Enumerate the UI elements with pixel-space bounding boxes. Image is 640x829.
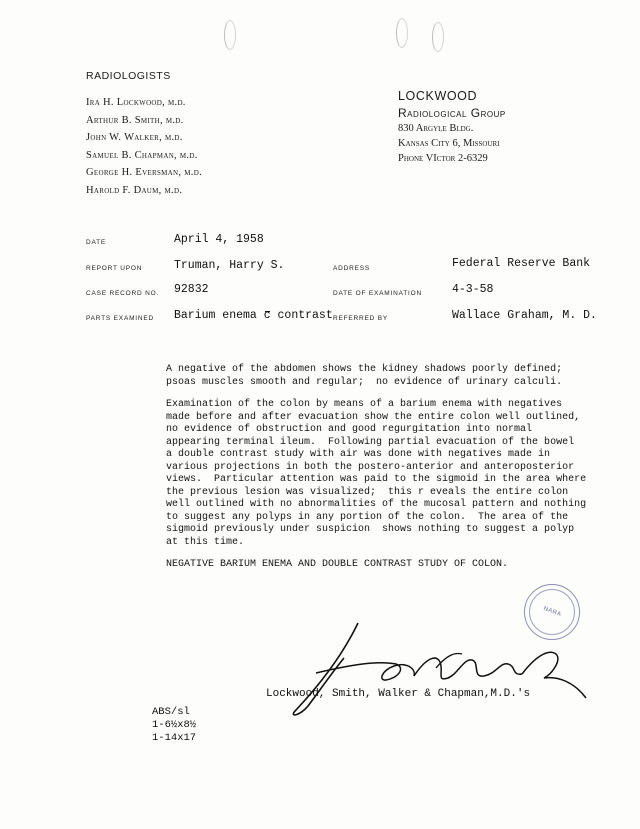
- referred-by-label: REFERRED BY: [333, 315, 389, 322]
- radiologist-name: George H. Eversman, m.d.: [86, 167, 202, 178]
- radiologist-name: Samuel B. Chapman, m.d.: [86, 149, 198, 161]
- group-name-line1: LOCKWOOD: [398, 89, 478, 103]
- address-label: ADDRESS: [333, 265, 371, 272]
- date-of-exam-label: DATE OF EXAMINATION: [333, 290, 422, 297]
- group-address-city: Kansas City 6, Missouri: [398, 138, 500, 149]
- signature-printed-name: Lockwood, Smith, Walker & Chapman,M.D.'s: [266, 688, 531, 700]
- findings-conclusion: NEGATIVE BARIUM ENEMA AND DOUBLE CONTRAST STUDY OF COLON.: [166, 559, 509, 570]
- reference-line: 1-14x17: [152, 732, 197, 744]
- address-value: Federal Reserve Bank: [452, 257, 591, 270]
- radiologists-heading: RADIOLOGISTS: [86, 70, 171, 82]
- date-value: April 4, 1958: [174, 233, 264, 246]
- report-upon-value: Truman, Harry S.: [174, 259, 285, 272]
- group-name-line2: Radiological Group: [398, 106, 506, 120]
- findings-paragraph: A negative of the abdomen shows the kidney shadows poorly defined; psoas muscles smooth and regular; no evidence of urinary calculi.: [166, 364, 563, 388]
- group-letterhead: [398, 88, 506, 166]
- radiologists-list: [86, 94, 202, 199]
- handwritten-signature: [286, 618, 596, 728]
- report-upon-label: REPORT UPON: [86, 265, 143, 272]
- radiologist-name: John W. Walker, m.d.: [86, 132, 183, 143]
- parts-examined-label: PARTS EXAMINED: [86, 315, 155, 322]
- date-label: DATE: [86, 239, 107, 246]
- reference-line: 1-6½x8½: [152, 719, 197, 731]
- date-of-exam-value: 4-3-58: [452, 283, 494, 296]
- group-address-building: 830 Argyle Bldg.: [398, 123, 474, 134]
- parts-examined-text: Barium enema: [174, 309, 264, 322]
- punch-hole: [396, 18, 408, 48]
- radiologist-name: Harold F. Daum, m.d.: [86, 184, 183, 196]
- c-bar-symbol: c: [263, 309, 271, 322]
- parts-examined-text: contrast: [270, 309, 333, 322]
- punch-hole: [224, 20, 236, 50]
- stamp-mark: NARA: [542, 605, 562, 619]
- radiologist-name: Arthur B. Smith, m.d.: [86, 114, 184, 126]
- reference-initials: [152, 706, 196, 745]
- findings-body: [166, 364, 587, 582]
- case-record-value: 92832: [174, 283, 209, 296]
- parts-examined-value: [174, 309, 333, 322]
- reference-line: ABS/sl: [152, 706, 190, 718]
- referred-by-value: Wallace Graham, M. D.: [452, 309, 597, 322]
- radiologist-name: Ira H. Lockwood, m.d.: [86, 97, 186, 108]
- punch-hole: [432, 22, 444, 52]
- findings-paragraph: Examination of the colon by means of a barium enema with negatives made before and after evacuation show the entire colon well outlined, no evidence of obstruction and good regurgitation into normal appearing terminal ileum. Following partial evacuation of the bowel a double contrast study with air was done with negatives made in various projections in both the postero-anterior and anteroposterior views. Particular attention was paid to the sigmoid in the area where the previous lesion was visualized; this r eveals the entire colon well outlined with no abnormalities of the mucosal pattern and nothing to suggest any polyps in any portion of the colon. The area of the sigmoid previously under suspicion shows nothing to suggest a polyp at this time.: [166, 399, 587, 548]
- case-record-label: CASE RECORD NO.: [86, 290, 160, 297]
- group-phone: Phone VIctor 2-6329: [398, 153, 488, 164]
